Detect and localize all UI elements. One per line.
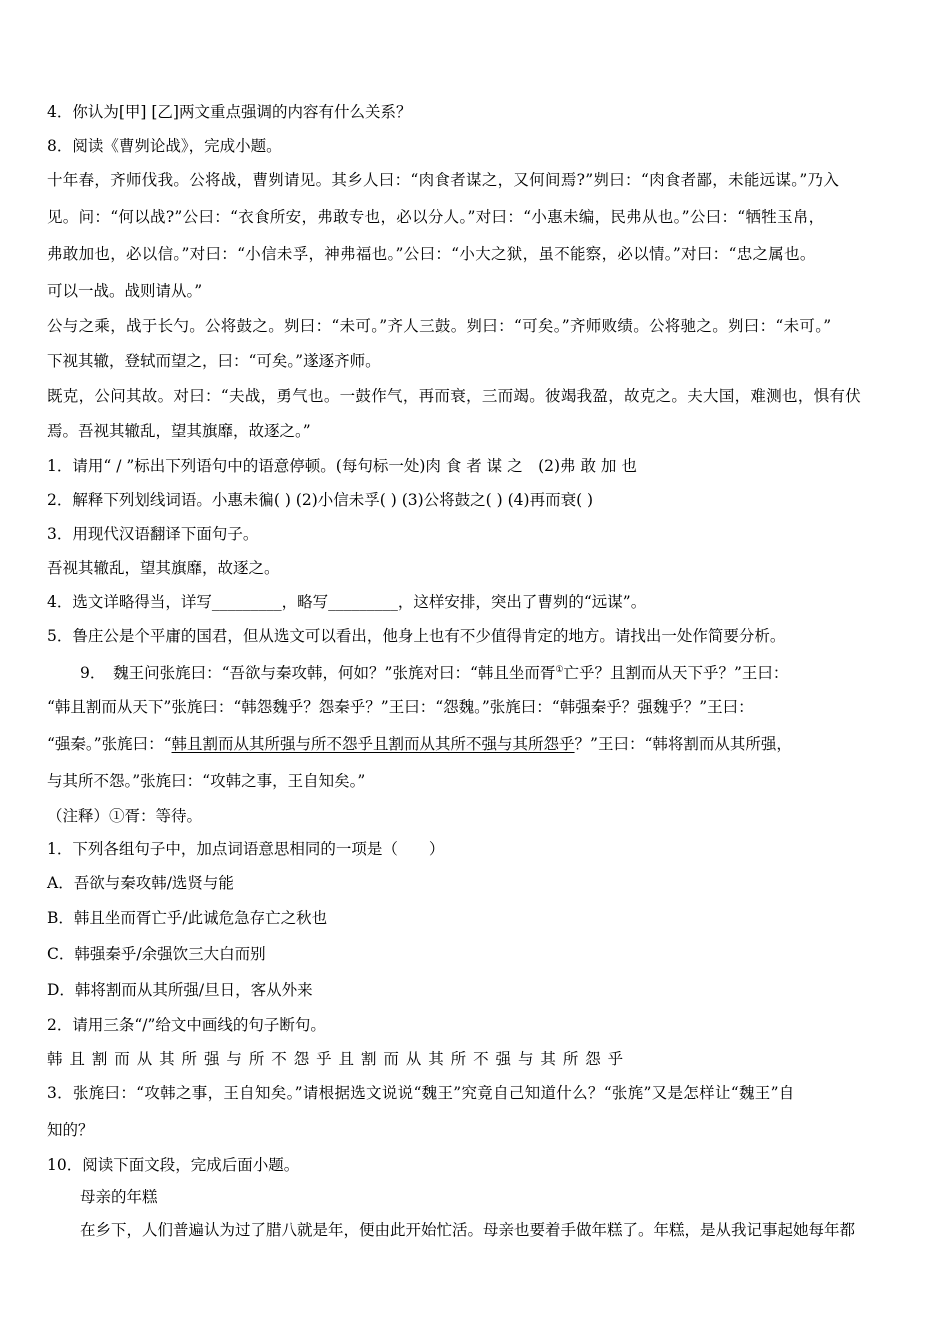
passage-line: 十年春，齐师伐我。公将战，曹刿请见。其乡人曰：“肉食者谋之，又何间焉?”刿曰：“肉食者鄙，未能远谋。”乃入 xyxy=(47,171,840,189)
option-d: D．韩将割而从其所强/旦日，客从外来 xyxy=(47,981,313,999)
translate-sentence: 吾视其辙乱，望其旗靡，故逐之。 xyxy=(47,559,280,577)
passage-line: 公与之乘，战于长勺。公将鼓之。刿曰：“未可。”齐人三鼓。刿曰：“可矣。”齐师败绩。公将驰之。刿曰：“未可。” xyxy=(47,317,832,335)
question-9-passage-line xyxy=(47,734,792,754)
sentence-to-punctuate: 韩 且 割 而 从 其 所 强 与 所 不 怨 乎 且 割 而 从 其 所 不 强 与 其 所 怨 乎 xyxy=(47,1050,624,1068)
essay-line: 在乡下，人们普遍认为过了腊八就是年，便由此开始忙活。母亲也要着手做年糕了。年糕，是从我记事起她每年都 xyxy=(80,1221,856,1239)
question-9-3: 3．张旄曰：“攻韩之事，王自知矣。”请根据选文说说“魏王”究竟自己知道什么？“张旄”又是怎样让“魏王”自 xyxy=(47,1084,795,1102)
question-9-2: 2．请用三条“/”给文中画线的句子断句。 xyxy=(47,1016,326,1034)
underlined-sentence: 韩且割而从其所强与所不怨乎且割而从其所不强与其所怨乎 xyxy=(171,735,575,753)
passage-text: 亡乎？且割而从天下乎？”王曰： xyxy=(563,664,789,683)
question-9-1: 1．下列各组句子中，加点词语意思相同的一项是（ ） xyxy=(47,840,445,858)
question-9-passage-line: 与其所不怨。”张旄曰：“攻韩之事，王自知矣。” xyxy=(47,772,366,790)
essay-title: 母亲的年糕 xyxy=(80,1188,158,1206)
question-9-3-cont: 知的？ xyxy=(47,1121,94,1139)
passage-text: “强秦。”张旄曰：“ xyxy=(47,735,172,753)
passage-line: 焉。吾视其辙乱，望其旗靡，故逐之。” xyxy=(47,422,311,440)
question-8-5: 5．鲁庄公是个平庸的国君，但从选文可以看出，他身上也有不少值得肯定的地方。请找出一处作简要分析。 xyxy=(47,627,786,645)
question-8-1: 1．请用“ / ”标出下列语句中的语意停顿。(每句标一处)肉 食 者 谋 之 (2)弗 敢 加 也 xyxy=(47,457,637,475)
footnote: （注释）①胥：等待。 xyxy=(47,807,203,825)
passage-line: 可以一战。战则请从。” xyxy=(47,282,203,300)
passage-text: 9． 魏王问张旄曰：“吾欲与秦攻韩，何如？”张旄对曰：“韩且坐而胥 xyxy=(80,664,556,683)
option-a: A．吾欲与秦攻韩/选贤与能 xyxy=(47,874,234,892)
passage-line: 弗敢加也，必以信。”对曰：“小信未孚，神弗福也。”公曰：“小大之狱，虽不能察，必以情。”对曰：“忠之属也。 xyxy=(47,245,816,263)
question-8-3: 3．用现代汉语翻译下面句子。 xyxy=(47,525,259,543)
passage-line: 既克，公问其故。对曰：“夫战，勇气也。一鼓作气，再而衰，三而竭。彼竭我盈，故克之。夫大国，难测也，惧有伏 xyxy=(47,387,862,405)
passage-line: 下视其辙，登轼而望之，曰：“可矣。”遂逐齐师。 xyxy=(47,352,381,370)
question-8-2: 2．解释下列划线词语。小惠未徧( ) (2)小信未孚( ) (3)公将鼓之( ) (4)再而衰( ) xyxy=(47,491,594,509)
question-4-jia-yi: 4．你认为[甲] [乙]两文重点强调的内容有什么关系？ xyxy=(47,103,412,121)
option-b: B．韩且坐而胥亡乎/此诚危急存亡之秋也 xyxy=(47,909,328,927)
footnote-marker: ① xyxy=(555,665,564,675)
passage-line: 见。问：“何以战?”公曰：“衣食所安，弗敢专也，必以分人。”对曰：“小惠未编，民弗从也。”公曰：“牺牲玉帛， xyxy=(47,208,825,226)
passage-text: ？”王曰：“韩将割而从其所强， xyxy=(574,735,792,753)
question-9-passage-line: “韩且割而从天下”张旄曰：“韩怨魏乎？怨秦乎？”王曰：“怨魏。”张旄曰：“韩强秦乎？强魏乎？”王曰： xyxy=(47,698,754,716)
question-8-title: 8．阅读《曹刿论战》，完成小题。 xyxy=(47,137,282,155)
question-8-4: 4．选文详略得当，详写_________，略写_________，这样安排，突出了曹刿的“远谋”。 xyxy=(47,593,647,611)
option-c: C．韩强秦乎/余强饮三大白而别 xyxy=(47,945,266,963)
question-9-passage-line xyxy=(80,660,788,683)
question-10-title: 10．阅读下面文段，完成后面小题。 xyxy=(47,1156,300,1174)
